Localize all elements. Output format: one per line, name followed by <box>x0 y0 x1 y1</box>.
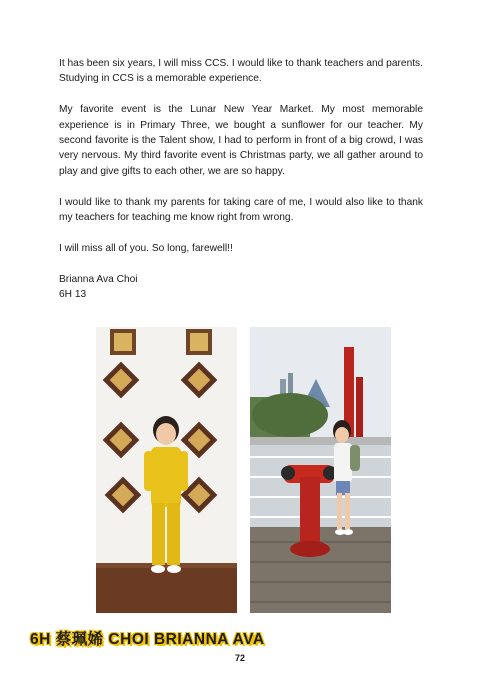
student-in-yellow-costume-photo <box>96 327 237 613</box>
student-at-ship-deck-photo <box>250 327 391 613</box>
page-number: 72 <box>234 653 245 663</box>
signature-class: 6H 13 <box>59 289 87 301</box>
signature-name: Brianna Ava Choi <box>59 273 138 285</box>
photo-left-drawing <box>96 327 237 613</box>
letter-paragraph-4: I will miss all of you. So long, farewell!! <box>59 242 233 254</box>
letter-paragraph-3: I would like to thank my parents for taking care of me, I would also like to thank my teachers for teaching me know right from wrong. <box>59 196 423 224</box>
letter-paragraph-2: My favorite event is the Lunar New Year Market. My most memorable experience is in Primary Three, we bought a sunflower for our teacher. My second favorite is the Talent show, I had to perform in front of a big crowd, I was very nervous. My third favorite event is Christmas party, we all gather around to play and give gifts to each other, we are so happy. <box>59 104 423 177</box>
photo-right-drawing <box>250 327 391 613</box>
student-name-banner: 6H 蔡珮㛓 CHOI BRIANNA AVA <box>30 631 265 648</box>
letter-paragraph-1: It has been six years, I will miss CCS. I would like to thank teachers and parents. Studying in CCS is a memorable experience. <box>59 58 423 85</box>
farewell-letter <box>59 56 423 302</box>
